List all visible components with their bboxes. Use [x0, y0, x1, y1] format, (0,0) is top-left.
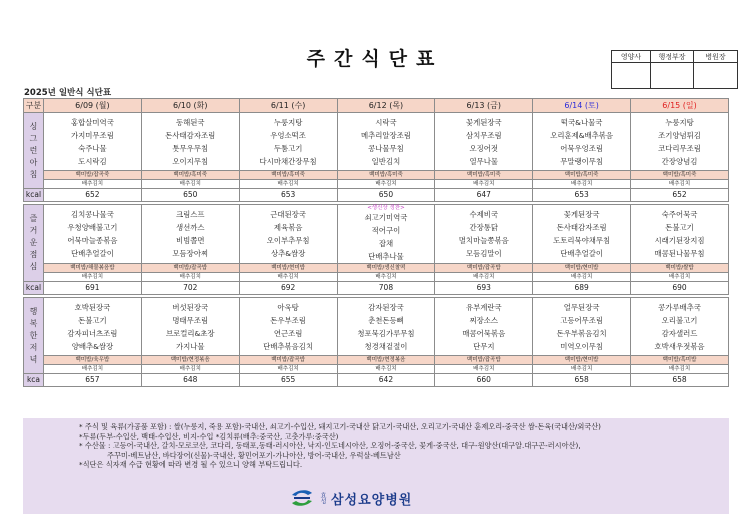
hospital-emblem-icon: [290, 489, 314, 507]
kimchi-cell: 배추김치: [435, 365, 533, 374]
dish-item: 오징어젓: [469, 143, 499, 153]
dish-item: 메추리알장조림: [360, 130, 411, 140]
kimchi-cell: 배추김치: [337, 273, 435, 282]
kcal-value: 650: [141, 189, 239, 202]
kcal-value: 689: [533, 282, 631, 295]
menu-cell: [141, 113, 239, 171]
kimchi-cell: 배추김치: [141, 180, 239, 189]
kimchi-cell: 배추김치: [533, 273, 631, 282]
dish-item: 홍합살미역국: [71, 117, 114, 127]
dish-item: 단배추나물: [368, 252, 404, 261]
rice-porridge-cell: 백미밥/현미밥: [533, 264, 631, 273]
dish-item: 숙주어묵국: [661, 210, 698, 219]
kcal-row: [24, 374, 729, 387]
kimchi-cell: 배추김치: [44, 365, 142, 374]
day-header: 6/11 (수): [239, 99, 337, 113]
dish-item: 매콤된나물무침: [654, 249, 705, 258]
rice-porridge-cell: 백미밥/현미밥: [533, 356, 631, 365]
dish-item: 우청양배불고기: [67, 223, 118, 232]
note-change-notice: *식단은 식자재 수급 현황에 따라 변경 될 수 있으니 양해 부탁드립니다.: [79, 460, 303, 469]
kimchi-cell: 배추김치: [239, 273, 337, 282]
kimchi-cell: 배추김치: [435, 273, 533, 282]
approval-label-admin: 행정부장: [651, 51, 694, 63]
kcal-row: [24, 189, 729, 202]
dish-item: 청포묵김가루무침: [357, 328, 415, 338]
dish-item: 시래기된장지짐: [654, 236, 705, 245]
dish-item: 돈우부볶음김치: [556, 328, 607, 338]
dish-item: 톳무우무침: [172, 143, 209, 153]
menu-cell: [533, 113, 631, 171]
dish-item: 아욱탕: [277, 302, 299, 312]
rice-porridge-cell: 백미밥/흑미밥: [631, 356, 729, 365]
day-header: 6/15 (일): [631, 99, 729, 113]
menu-cell: [44, 298, 142, 356]
hospital-prefix: 효성: [319, 492, 326, 504]
dish-item: 누룽지탕: [665, 117, 694, 127]
dish-item: 비빔쫄면: [175, 236, 205, 245]
kimchi-cell: 배추김치: [44, 180, 142, 189]
meal-label-text: 싱그런아침: [29, 121, 38, 179]
rice-porridge-cell: 백미밥/생신찰떡: [337, 264, 435, 273]
dish-item: 삼치무조림: [465, 130, 502, 140]
kimchi-cell: 배추김치: [337, 180, 435, 189]
dish-item: 모듬장아찌: [172, 249, 209, 258]
note-origin-main: * 주식 및 육류(가공품 포함) : 쌀(누룽지, 죽용 포함)-국내산, 쇠고기-수입산, 돼지고기-국내산 닭고기-국내산, 오리고기-국내산 훈제오리-중국산 쌈-돈육(국내산/외국산): [79, 422, 601, 431]
dish-item: 호박새우젓볶음: [654, 341, 705, 351]
kcal-row: [24, 282, 729, 295]
meal-label: [24, 298, 44, 374]
dish-item: 돈불고기: [665, 223, 694, 232]
rice-porridge-cell: 백미밥/육우밥: [44, 356, 142, 365]
rice-porridge-cell: 백미밥/흑미죽: [631, 171, 729, 180]
hospital-logo: [290, 488, 412, 508]
kimchi-cell: 배추김치: [239, 365, 337, 374]
dish-item: 얼무된장국: [563, 302, 600, 312]
rice-porridge-cell: 백미밥/잡곡밥: [239, 356, 337, 365]
dish-item: 간장양념김: [661, 156, 698, 166]
kcal-value: 652: [44, 189, 142, 202]
dish-item: 꽃게된장국: [465, 117, 502, 127]
dish-item: 누룽지탕: [273, 117, 303, 127]
kcal-value: 702: [141, 282, 239, 295]
dish-item: 춘천돈등뼈: [368, 315, 404, 325]
day-header: 6/12 (목): [337, 99, 435, 113]
dish-item: 꽃게된장국: [563, 210, 600, 219]
menu-cell: [533, 298, 631, 356]
kimchi-cell: 배추김치: [631, 273, 729, 282]
kcal-label: kcal: [24, 189, 44, 202]
dish-item: 열무나물: [469, 156, 499, 166]
dish-item: 코다리무조림: [658, 143, 701, 153]
kcal-value: 660: [435, 374, 533, 387]
dish-item: 크림스프: [175, 210, 205, 219]
dish-item: 모듬김말이: [465, 249, 502, 258]
dish-item: 상추&쌈장: [270, 249, 306, 258]
kcal-value: 692: [239, 282, 337, 295]
menu-cell: [337, 298, 435, 356]
rice-porridge-cell: 백미밥/흑미죽: [141, 171, 239, 180]
menu-cell: [533, 205, 631, 264]
dish-item: 적어구이: [371, 226, 401, 235]
dish-item: 단배추얼갈이: [560, 249, 604, 258]
meal-dishes-row: [24, 298, 729, 356]
dish-item: 돈우부조림: [270, 315, 306, 325]
meal-kimchi-row: [24, 273, 729, 282]
day-header: 6/14 (토): [533, 99, 631, 113]
rice-porridge-cell: 백미밥/흑미죽: [337, 171, 435, 180]
approval-sign-dietitian: [612, 63, 651, 89]
kcal-value: 653: [239, 189, 337, 202]
rice-porridge-cell: 백미밥/흑미죽: [533, 171, 631, 180]
kimchi-cell: 배추김치: [631, 365, 729, 374]
meal-label-text: 즐거운점심: [29, 214, 38, 271]
note-origin-beans: *두류(두부-수입산, 백태-수입산, 비지-수입 *김치류(배추:중국산, 고춧가루:중국산): [79, 431, 339, 441]
kcal-value: 658: [631, 374, 729, 387]
dish-item: 두툼고기: [273, 143, 303, 153]
kcal-value: 655: [239, 374, 337, 387]
menu-cell: [435, 113, 533, 171]
dish-item: 미역오이무침: [560, 341, 604, 351]
kcal-value: 652: [631, 189, 729, 202]
menu-cell: [239, 205, 337, 264]
rice-porridge-cell: 백미밥/흑미죽: [239, 171, 337, 180]
dish-item: 호박된장국: [74, 302, 111, 312]
meal-kimchi-row: [24, 365, 729, 374]
meal-base-row: [24, 171, 729, 180]
dish-item: 오이부추무침: [266, 236, 310, 245]
dish-item: 청경채겉절이: [364, 341, 408, 351]
menu-cell: [337, 205, 435, 264]
dish-item: 간장통닭: [469, 223, 499, 232]
menu-cell: [239, 298, 337, 356]
meal-base-row: [24, 356, 729, 365]
dish-item: 오이지무침: [172, 156, 209, 166]
kcal-value: 650: [337, 189, 435, 202]
approval-box: [611, 50, 738, 89]
rice-porridge-cell: 백미밥/쌀밥: [631, 264, 729, 273]
menu-cell: [337, 113, 435, 171]
dish-item: 유부계란국: [465, 302, 502, 312]
rice-porridge-cell: 백미밥/해물볶음밥: [44, 264, 142, 273]
approval-sign-director: [694, 63, 738, 89]
dish-item: 양배추&쌈장: [71, 341, 114, 351]
meal-label-text: 행복한저녁: [29, 306, 38, 364]
dish-item: 조기양념튀김: [658, 130, 701, 140]
menu-cell: [631, 113, 729, 171]
meal-label: [24, 113, 44, 189]
meal-base-row: [24, 264, 729, 273]
rice-porridge-cell: 백미밥/현정볶음: [141, 356, 239, 365]
menu-subtitle: 2025년 일반식 식단표: [24, 88, 112, 98]
dish-item: 감자된장국: [368, 302, 404, 312]
dish-item: 감자피너츠조림: [67, 328, 118, 338]
dish-item: 오리훈제&배추볶음: [550, 130, 614, 140]
dish-item: 제육볶음: [273, 223, 303, 232]
dish-item: 단배추볶음김치: [263, 341, 314, 351]
page-title: 주간식단표: [306, 48, 444, 70]
kimchi-cell: 배추김치: [631, 180, 729, 189]
dish-item: 콩가루배추국: [658, 302, 701, 312]
menu-cell: [435, 298, 533, 356]
meal-dishes-row: [24, 205, 729, 264]
dish-item: 감자샐러드: [661, 328, 698, 338]
dish-item: 다시마채간장무침: [259, 156, 317, 166]
kcal-value: 642: [337, 374, 435, 387]
dish-item: 단무지: [473, 341, 495, 351]
dish-item: 동해된국: [175, 117, 205, 127]
kcal-value: 693: [435, 282, 533, 295]
weekly-menu-table: [23, 98, 729, 387]
dish-item: 매콤어묵볶음: [462, 328, 506, 338]
header-row: [24, 99, 729, 113]
menu-cell: [239, 113, 337, 171]
menu-cell: [44, 113, 142, 171]
dish-item: 단배추얼갈이: [71, 249, 114, 258]
dish-item: 도토리묵야채무침: [553, 236, 611, 245]
rice-porridge-cell: 백미밥/잡곡밥: [435, 264, 533, 273]
dish-item: 멸치마늘쫑볶음: [458, 236, 509, 245]
approval-label-director: 병원장: [694, 51, 738, 63]
dish-item: 가지나물: [175, 341, 205, 351]
meal-label: [24, 205, 44, 282]
dish-item: 어묵마늘종볶음: [67, 236, 118, 245]
dish-item: 숙주나물: [78, 143, 107, 153]
kimchi-cell: 배추김치: [44, 273, 142, 282]
dish-item: 무말랭이무침: [560, 156, 604, 166]
approval-sign-admin: [651, 63, 694, 89]
dish-item: 잡채: [378, 239, 394, 248]
menu-cell: [631, 298, 729, 356]
menu-cell: [435, 205, 533, 264]
day-header: 6/10 (화): [141, 99, 239, 113]
rice-porridge-cell: 백미밥/현정볶음: [337, 356, 435, 365]
note-origin-seafood-cont: 주꾸미-베트남산, 바다장어(신물)-국내산, 황민어포기-가나아산, 방어-국내산, 우럭살-베트남산: [107, 450, 401, 460]
dish-item: 명태무조림: [172, 315, 209, 325]
dish-item: 김치콩나물국: [71, 210, 114, 219]
dish-item: 수제비국: [469, 210, 499, 219]
dish-item: 버섯된장국: [172, 302, 209, 312]
kcal-value: 648: [141, 374, 239, 387]
dish-item: 콩나물무침: [368, 143, 404, 153]
dish-item: 돈불고기: [78, 315, 107, 325]
kimchi-cell: 배추김치: [239, 180, 337, 189]
kcal-value: 647: [435, 189, 533, 202]
meal-dishes-row: [24, 113, 729, 171]
kimchi-cell: 배추김치: [533, 365, 631, 374]
hospital-name: 삼성요양병원: [331, 492, 413, 508]
dish-item: 일반김치: [371, 156, 401, 166]
dish-item: 고등어무조림: [560, 315, 604, 325]
dish-item: 브로컬리&초장: [165, 328, 215, 338]
meal-kimchi-row: [24, 180, 729, 189]
dish-item: 연근조림: [273, 328, 303, 338]
day-header: 6/13 (금): [435, 99, 533, 113]
dish-item: 우엉소떡조: [270, 130, 306, 140]
menu-cell: [631, 205, 729, 264]
kimchi-cell: 배추김치: [141, 273, 239, 282]
kcal-label: kca: [24, 374, 44, 387]
dish-item: 돈사태감자조림: [556, 223, 607, 232]
rice-porridge-cell: 백미밥/잡곡밥: [435, 356, 533, 365]
dish-item: 오리불고기: [661, 315, 698, 325]
dish-item: 가지미무조림: [71, 130, 114, 140]
menu-cell: [141, 298, 239, 356]
dish-item: 어묵우엉조림: [560, 143, 604, 153]
kimchi-cell: 배추김치: [533, 180, 631, 189]
dish-item: 쇠고기미역국: [364, 213, 408, 222]
dish-item: 찌장소스: [469, 315, 499, 325]
kcal-label: kcal: [24, 282, 44, 295]
kcal-value: 657: [44, 374, 142, 387]
kcal-value: 708: [337, 282, 435, 295]
note-origin-seafood: * 수산물 : 고등어-국내산, 갈치-모로코산, 코다리, 동태포,동태-러시아산, 낙지-인도네시아산, 오징어-중국산, 꽃게-중국산, 대구-원양산(대구알.대구곤-러시아산),: [79, 441, 581, 450]
kimchi-cell: 배추김치: [141, 365, 239, 374]
kimchi-cell: 배추김치: [435, 180, 533, 189]
kcal-value: 658: [533, 374, 631, 387]
rice-porridge-cell: 백미밥/흑미죽: [435, 171, 533, 180]
header-label: 구분: [24, 99, 44, 113]
dish-item: 시락국: [375, 117, 397, 127]
dish-item: 떡국&나물국: [560, 117, 603, 127]
approval-label-dietitian: 영양사: [612, 51, 651, 63]
menu-cell: [44, 205, 142, 264]
rice-porridge-cell: 백미밥/잡곡죽: [44, 171, 142, 180]
rice-porridge-cell: 백미밥/잡곡밥: [141, 264, 239, 273]
kimchi-cell: 배추김치: [337, 365, 435, 374]
dish-item: 근대된장국: [270, 210, 306, 219]
special-meal-tag: <생신상 정찬>: [367, 205, 405, 211]
dish-item: 돈사태감자조림: [165, 130, 216, 140]
dish-item: 도시락김: [78, 156, 107, 166]
day-header: 6/09 (월): [44, 99, 142, 113]
menu-cell: [141, 205, 239, 264]
kcal-value: 653: [533, 189, 631, 202]
rice-porridge-cell: 백미밥/현미밥: [239, 264, 337, 273]
kcal-value: 691: [44, 282, 142, 295]
kcal-value: 690: [631, 282, 729, 295]
dish-item: 생선까스: [175, 223, 205, 232]
